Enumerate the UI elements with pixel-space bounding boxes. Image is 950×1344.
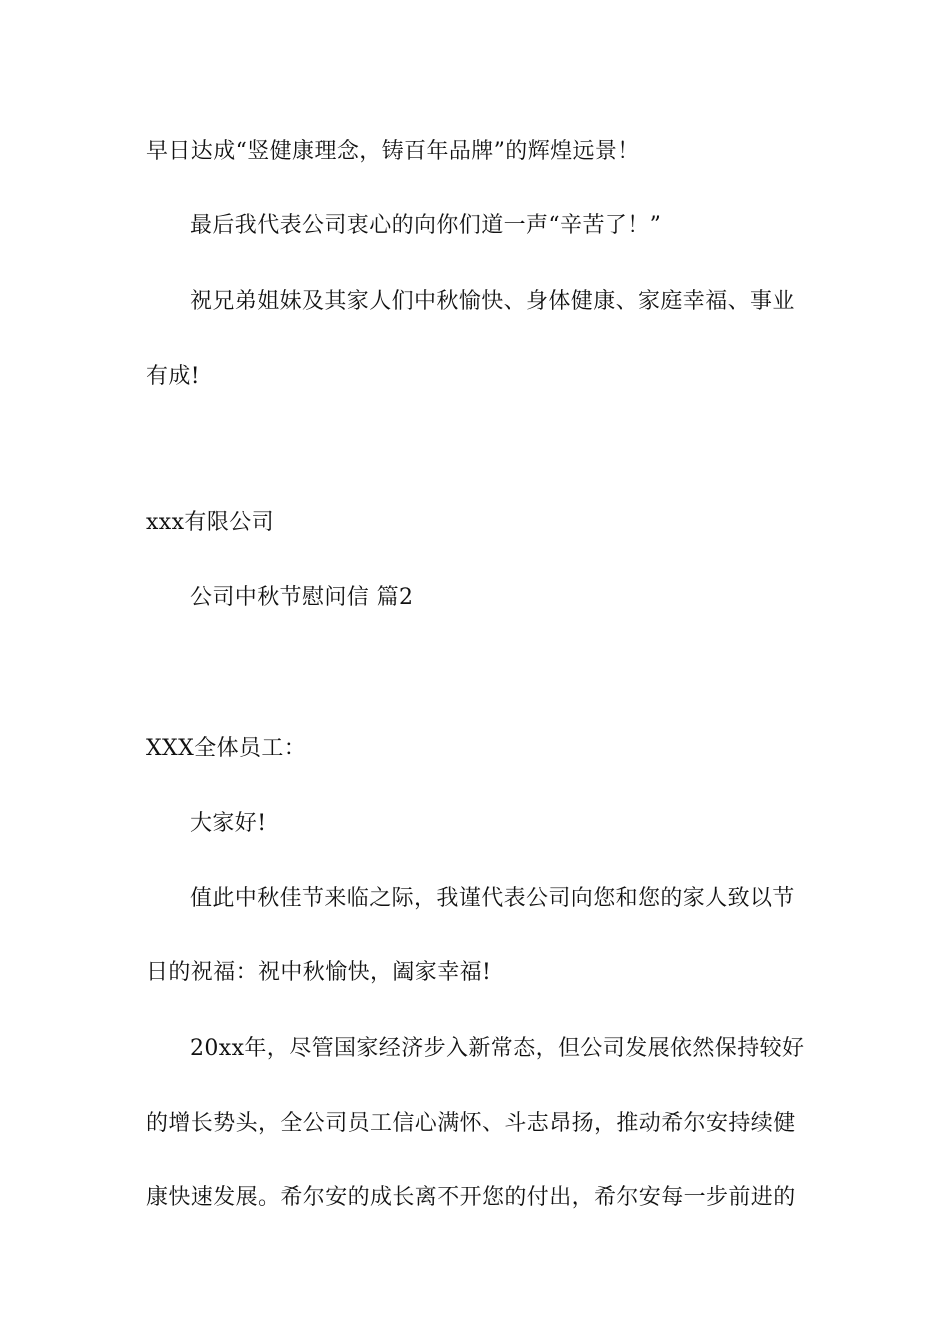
company-name: xxx有限公司 xyxy=(146,510,275,535)
body-text-line: 早日达成“竖健康理念，铸百年品牌”的辉煌远景！ xyxy=(146,139,640,164)
body-text-line: 最后我代表公司衷心的向你们道一声“辛苦了！” xyxy=(190,213,662,238)
body-text-line: 20xx年，尽管国家经济步入新常态，但公司发展依然保持较好 xyxy=(190,1036,805,1061)
body-text-line: 值此中秋佳节来临之际，我谨代表公司向您和您的家人致以节 xyxy=(190,886,795,911)
body-text-line: 祝兄弟姐妹及其家人们中秋愉快、身体健康、家庭幸福、事业 xyxy=(190,289,795,314)
body-text-line: 的增长势头，全公司员工信心满怀、斗志昂扬，推动希尔安持续健 xyxy=(146,1111,796,1136)
body-text-line: 康快速发展。希尔安的成长离不开您的付出，希尔安每一步前进的 xyxy=(146,1185,796,1210)
greeting-line: 大家好! xyxy=(190,811,267,836)
letter-salutation: XXX全体员工： xyxy=(146,736,307,761)
body-text-line: 有成! xyxy=(146,364,201,389)
section-heading: 公司中秋节慰问信 篇2 xyxy=(190,585,414,610)
body-text-line: 日的祝福：祝中秋愉快，阖家幸福! xyxy=(146,960,492,985)
